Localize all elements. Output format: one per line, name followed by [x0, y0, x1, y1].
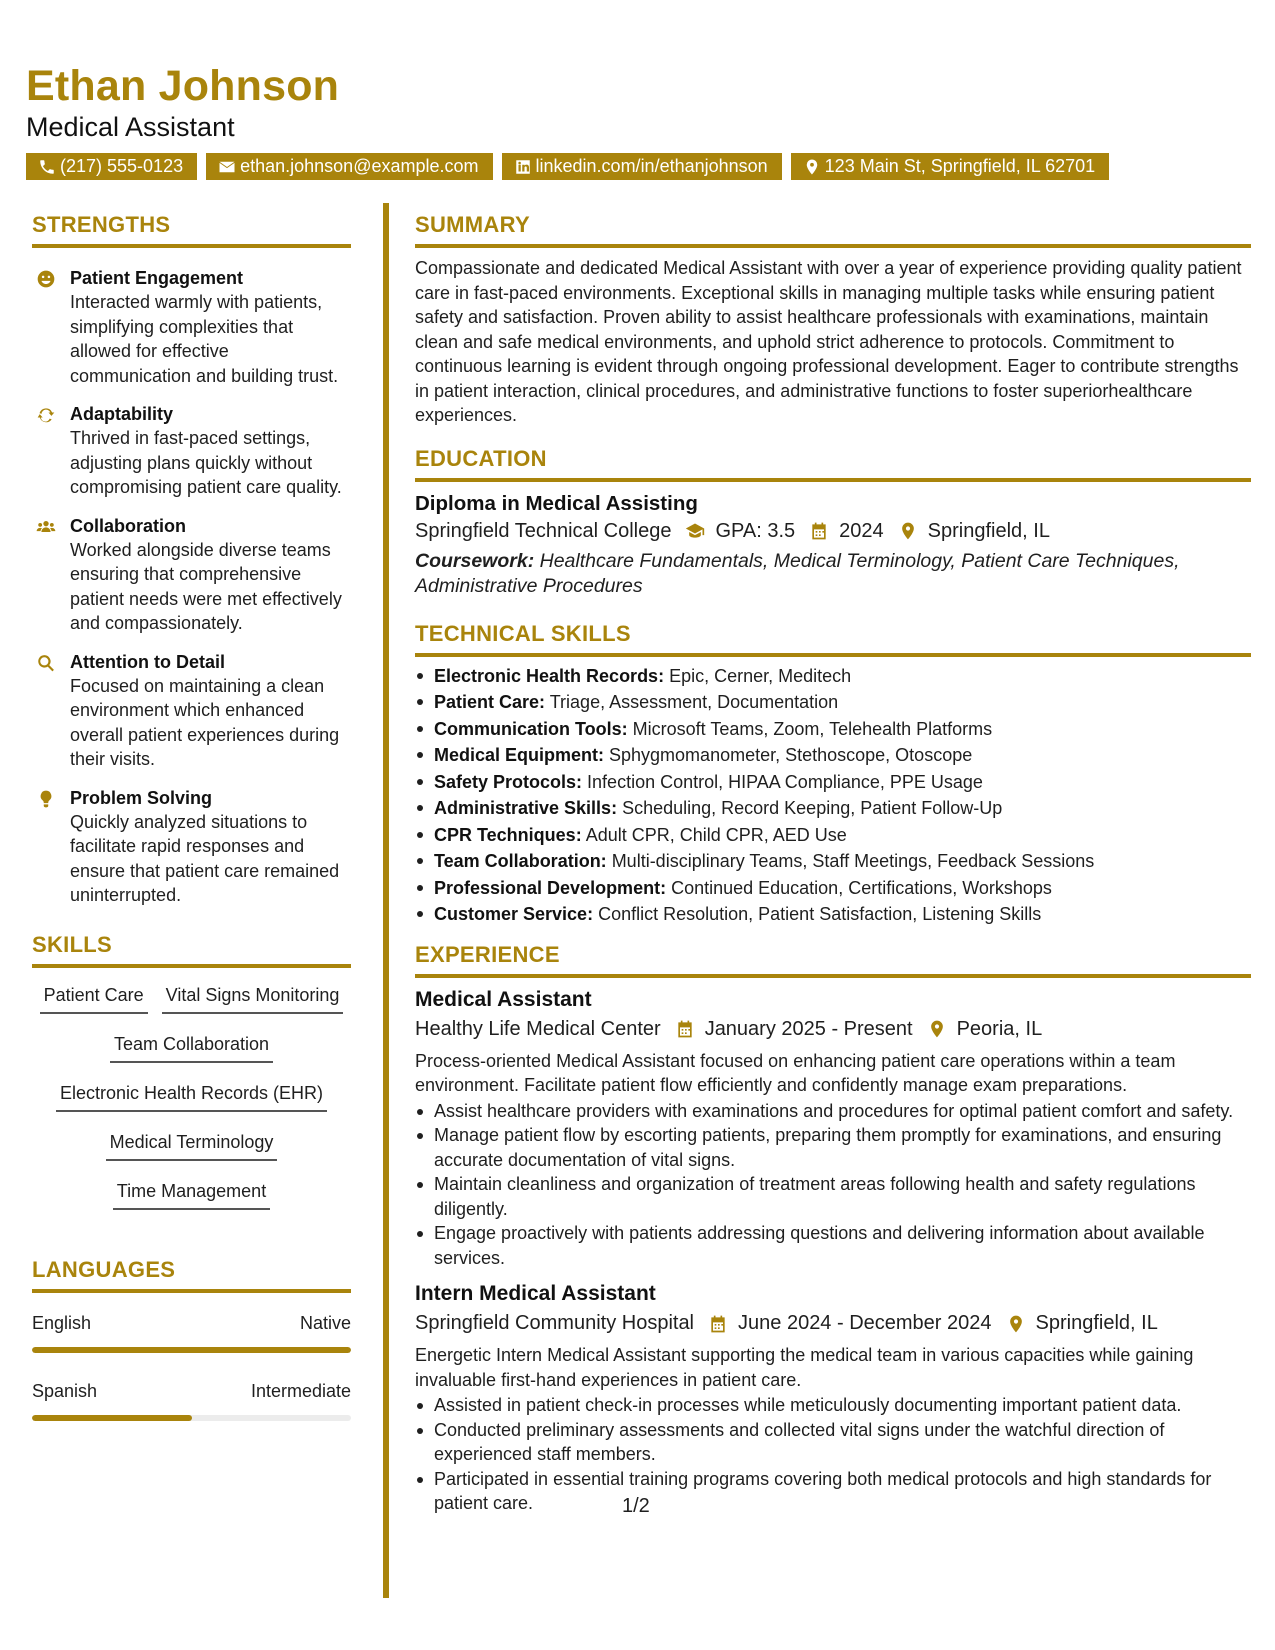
- candidate-name: Ethan Johnson: [26, 62, 340, 110]
- list-item: Customer Service: Conflict Resolution, Patient Satisfaction, Listening Skills: [415, 901, 1251, 928]
- strength-desc: Interacted warmly with patients, simplifying complexities that allowed for effective communication and building trust.: [70, 292, 339, 386]
- list-item: Communication Tools: Microsoft Teams, Zoom, Telehealth Platforms: [415, 716, 1251, 743]
- map-pin-icon: [803, 158, 821, 176]
- list-item: Assisted in patient check-in processes while meticulously documenting important patient data.: [415, 1393, 1251, 1418]
- contact-phone-text: (217) 555-0123: [60, 156, 184, 176]
- calendar-icon: [675, 1019, 695, 1039]
- contact-bar: [26, 153, 1109, 180]
- strength-title: Attention to Detail: [70, 651, 225, 672]
- list-item: Engage proactively with patients addressing questions and delivering information about available services.: [415, 1221, 1251, 1270]
- job-entry: [415, 1282, 1251, 1516]
- job-meta: [415, 1018, 1251, 1041]
- job-meta: [415, 1312, 1251, 1335]
- technical-skills-list: [415, 663, 1251, 928]
- strength-desc: Quickly analyzed situations to facilitate rapid responses and ensure that patient care remained uninterrupted.: [70, 811, 340, 905]
- job-location: Peoria, IL: [956, 1017, 1043, 1040]
- refresh-icon: [36, 405, 56, 425]
- list-item: Team Collaboration: Multi-disciplinary Teams, Staff Meetings, Feedback Sessions: [415, 848, 1251, 875]
- list-item: Medical Equipment: Sphygmomanometer, Stethoscope, Otoscope: [415, 742, 1251, 769]
- skill-tag: Team Collaboration: [110, 1031, 273, 1063]
- education-location: Springfield, IL: [927, 519, 1050, 542]
- skill-tag: Electronic Health Records (EHR): [56, 1080, 327, 1112]
- graduation-cap-icon: [685, 521, 705, 541]
- list-item: CPR Techniques: Adult CPR, Child CPR, AED Use: [415, 822, 1251, 849]
- strength-item: [32, 266, 351, 388]
- strength-item: [32, 514, 351, 636]
- list-item: Professional Development: Continued Education, Certifications, Workshops: [415, 875, 1251, 902]
- employer: Healthy Life Medical Center: [415, 1017, 661, 1040]
- list-item: Manage patient flow by escorting patients, preparing them promptly for examinations, and ensuring accurate documentation of vital signs.: [415, 1123, 1251, 1172]
- job-summary: Process-oriented Medical Assistant focused on enhancing patient care operations within a team environment. Facilitate patient flow efficiently and confidently manage exam preparations.: [415, 1050, 1176, 1095]
- contact-linkedin-text: linkedin.com/in/ethanjohnson: [535, 156, 768, 176]
- list-item: Participated in essential training programs covering both medical protocols and high standards for patient care.: [415, 1467, 1251, 1516]
- strength-item: [32, 402, 351, 500]
- coursework-label: Coursework:: [415, 549, 535, 572]
- coursework-list: Healthcare Fundamentals, Medical Terminology, Patient Care Techniques, Administrative Procedures: [415, 549, 1180, 597]
- strength-item: [32, 786, 351, 908]
- contact-address-text: 123 Main St, Springfield, IL 62701: [824, 156, 1096, 176]
- language-bar: [32, 1415, 351, 1421]
- calendar-icon: [809, 521, 829, 541]
- school-name: Springfield Technical College: [415, 519, 672, 542]
- page-number: 1/2: [622, 1495, 650, 1517]
- strengths-title: STRENGTHS: [32, 212, 351, 248]
- language-bar-fill: [32, 1415, 192, 1421]
- strength-title: Problem Solving: [70, 787, 213, 808]
- skill-tag: Time Management: [113, 1178, 270, 1210]
- job-bullets: [415, 1099, 1251, 1271]
- skills-title: SKILLS: [32, 932, 351, 968]
- employer: Springfield Community Hospital: [415, 1312, 695, 1334]
- left-column: [32, 212, 351, 1421]
- phone-icon: [38, 158, 56, 176]
- strength-title: Collaboration: [70, 515, 186, 536]
- map-pin-icon: [898, 521, 918, 541]
- envelope-icon: [218, 158, 236, 176]
- education-title: EDUCATION: [415, 446, 1251, 482]
- list-item: Safety Protocols: Infection Control, HIPAA Compliance, PPE Usage: [415, 769, 1251, 796]
- contact-phone[interactable]: [26, 153, 197, 180]
- strength-item: [32, 650, 351, 772]
- list-item: Conducted preliminary assessments and collected vital signs under the watchful direction of experienced staff members.: [415, 1418, 1251, 1467]
- coursework: [415, 549, 1251, 599]
- linkedin-icon: [514, 158, 532, 176]
- column-divider: [383, 203, 389, 1598]
- list-item: Assist healthcare providers with examinations and procedures for optimal patient comfort and safety.: [415, 1099, 1251, 1124]
- candidate-role: Medical Assistant: [26, 112, 235, 142]
- language-item: [32, 1381, 351, 1421]
- map-pin-icon: [1006, 1314, 1026, 1334]
- smile-icon: [36, 269, 56, 289]
- gpa: GPA: 3.5: [715, 519, 796, 542]
- job-title: Medical Assistant: [415, 987, 592, 1011]
- summary-text: Compassionate and dedicated Medical Assistant with over a year of experience providing quality patient care in fast-paced environments. Exceptional skills in managing multiple tasks while ensuring patient safety and satisfaction. Proven ability to assist healthcare professionals with examinations, maintain clean and safe medical environments, and uphold strict adherence to protocols. Commitment to continuous learning is evident through ongoing professional development. Eager to contribute strengths in patient interaction, clinical procedures, and administrative functions to foster superiorhealthcare experiences.: [415, 258, 1242, 425]
- contact-email-text: ethan.johnson@example.com: [240, 156, 479, 176]
- search-icon: [36, 653, 56, 673]
- job-entry: [415, 988, 1251, 1271]
- list-item: Patient Care: Triage, Assessment, Documentation: [415, 689, 1251, 716]
- graduation-year: 2024: [839, 519, 884, 542]
- degree-title: Diploma in Medical Assisting: [415, 491, 698, 515]
- technical-skills-title: TECHNICAL SKILLS: [415, 621, 1251, 657]
- contact-linkedin[interactable]: [502, 153, 782, 180]
- summary-title: SUMMARY: [415, 212, 1251, 248]
- strength-title: Adaptability: [70, 404, 174, 424]
- experience-title: EXPERIENCE: [415, 942, 1251, 978]
- skills-list: [32, 982, 351, 1227]
- language-level: Native: [299, 1312, 351, 1333]
- languages-title: LANGUAGES: [32, 1257, 351, 1293]
- language-item: [32, 1313, 351, 1353]
- contact-address: [791, 153, 1110, 180]
- list-item: Electronic Health Records: Epic, Cerner, Meditech: [415, 663, 1251, 690]
- map-pin-icon: [927, 1019, 947, 1039]
- job-summary: Energetic Intern Medical Assistant supporting the medical team in various capacities while gaining invaluable first-hand experiences in patient care.: [415, 1345, 1194, 1390]
- strength-title: Patient Engagement: [70, 268, 244, 288]
- calendar-icon: [708, 1314, 728, 1334]
- language-bar-fill: [32, 1347, 351, 1353]
- users-icon: [36, 517, 56, 537]
- job-dates: June 2024 - December 2024: [738, 1312, 992, 1334]
- strength-desc: Worked alongside diverse teams ensuring that comprehensive patient needs were met effectively and compassionately.: [70, 539, 342, 633]
- skill-tag: Medical Terminology: [106, 1129, 278, 1161]
- skill-tag: Vital Signs Monitoring: [162, 982, 344, 1014]
- language-name: English: [32, 1312, 92, 1333]
- job-title: Intern Medical Assistant: [415, 1282, 656, 1305]
- language-level: Intermediate: [250, 1380, 351, 1401]
- contact-email[interactable]: [206, 153, 492, 180]
- skill-tag: Patient Care: [40, 982, 148, 1014]
- job-bullets: [415, 1393, 1251, 1516]
- language-bar: [32, 1347, 351, 1353]
- strength-desc: Thrived in fast-paced settings, adjusting plans quickly without compromising patient care quality.: [70, 428, 342, 497]
- right-column: [415, 212, 1251, 1516]
- education-meta: [415, 520, 1251, 543]
- job-location: Springfield, IL: [1035, 1312, 1158, 1334]
- list-item: Administrative Skills: Scheduling, Record Keeping, Patient Follow-Up: [415, 795, 1251, 822]
- lightbulb-icon: [36, 789, 56, 809]
- strength-desc: Focused on maintaining a clean environment which enhanced overall patient experiences during their visits.: [70, 675, 340, 769]
- list-item: Maintain cleanliness and organization of treatment areas following health and safety regulations diligently.: [415, 1172, 1251, 1221]
- job-dates: January 2025 - Present: [704, 1017, 913, 1040]
- language-name: Spanish: [32, 1380, 98, 1401]
